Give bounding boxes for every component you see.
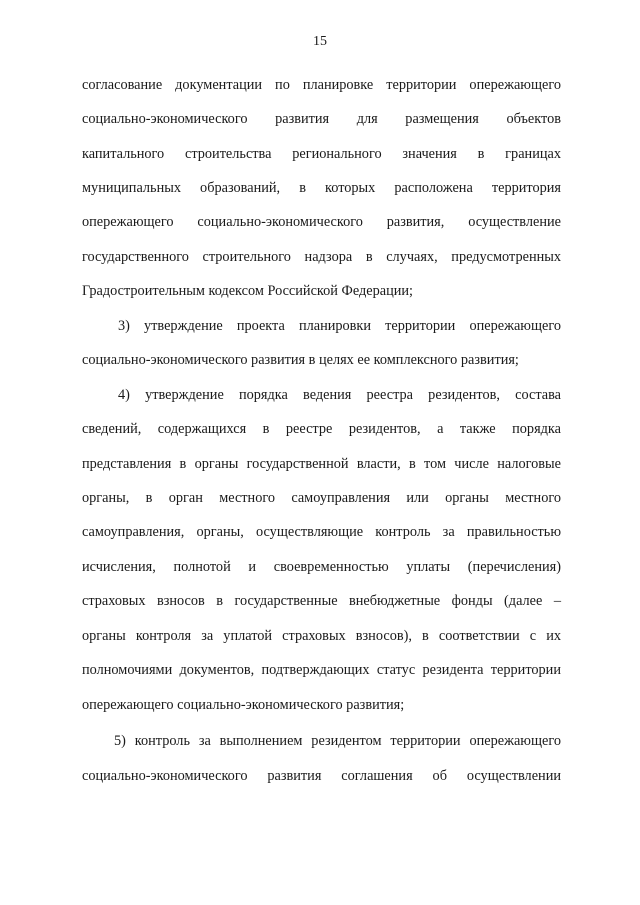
page-number: 15 xyxy=(313,34,327,49)
text-line: 3) утверждение проекта планировки территории опережающего xyxy=(118,318,561,334)
text-line: представления в органы государственной власти, в том числе налоговые xyxy=(82,456,561,472)
text-line: органы, в орган местного самоуправления или органы местного xyxy=(82,490,561,506)
text-line: полномочиями документов, подтверждающих статус резидента территории xyxy=(82,662,561,678)
text-line: Градостроительным кодексом Российской Федерации; xyxy=(82,283,414,299)
text-line: страховых взносов в государственные внебюджетные фонды (далее – xyxy=(82,593,561,609)
text-line: органы контроля за уплатой страховых взносов), в соответствии с их xyxy=(82,628,561,644)
text-line: согласование документации по планировке территории опережающего xyxy=(82,77,561,93)
text-line: опережающего социально-экономического развития; xyxy=(82,697,405,713)
text-line: муниципальных образований, в которых расположена территория xyxy=(82,180,561,196)
text-line: государственного строительного надзора в случаях, предусмотренных xyxy=(82,249,561,265)
text-line: капитального строительства регионального значения в границах xyxy=(82,146,561,162)
text-line: сведений, содержащихся в реестре резидентов, а также порядка xyxy=(82,421,561,437)
text-line: исчисления, полнотой и своевременностью уплаты (перечисления) xyxy=(82,559,561,575)
text-line: опережающего социально-экономического развития, осуществление xyxy=(82,214,561,230)
text-line: социально-экономического развития соглашения об осуществлении xyxy=(82,768,561,784)
text-line: социально-экономического развития в целях ее комплексного развития; xyxy=(82,352,519,368)
text-line: самоуправления, органы, осуществляющие контроль за правильностью xyxy=(82,524,561,540)
text-line: 4) утверждение порядка ведения реестра резидентов, состава xyxy=(118,387,561,403)
text-line: социально-экономического развития для размещения объектов xyxy=(82,111,561,127)
text-line: 5) контроль за выполнением резидентом территории опережающего xyxy=(114,733,561,749)
